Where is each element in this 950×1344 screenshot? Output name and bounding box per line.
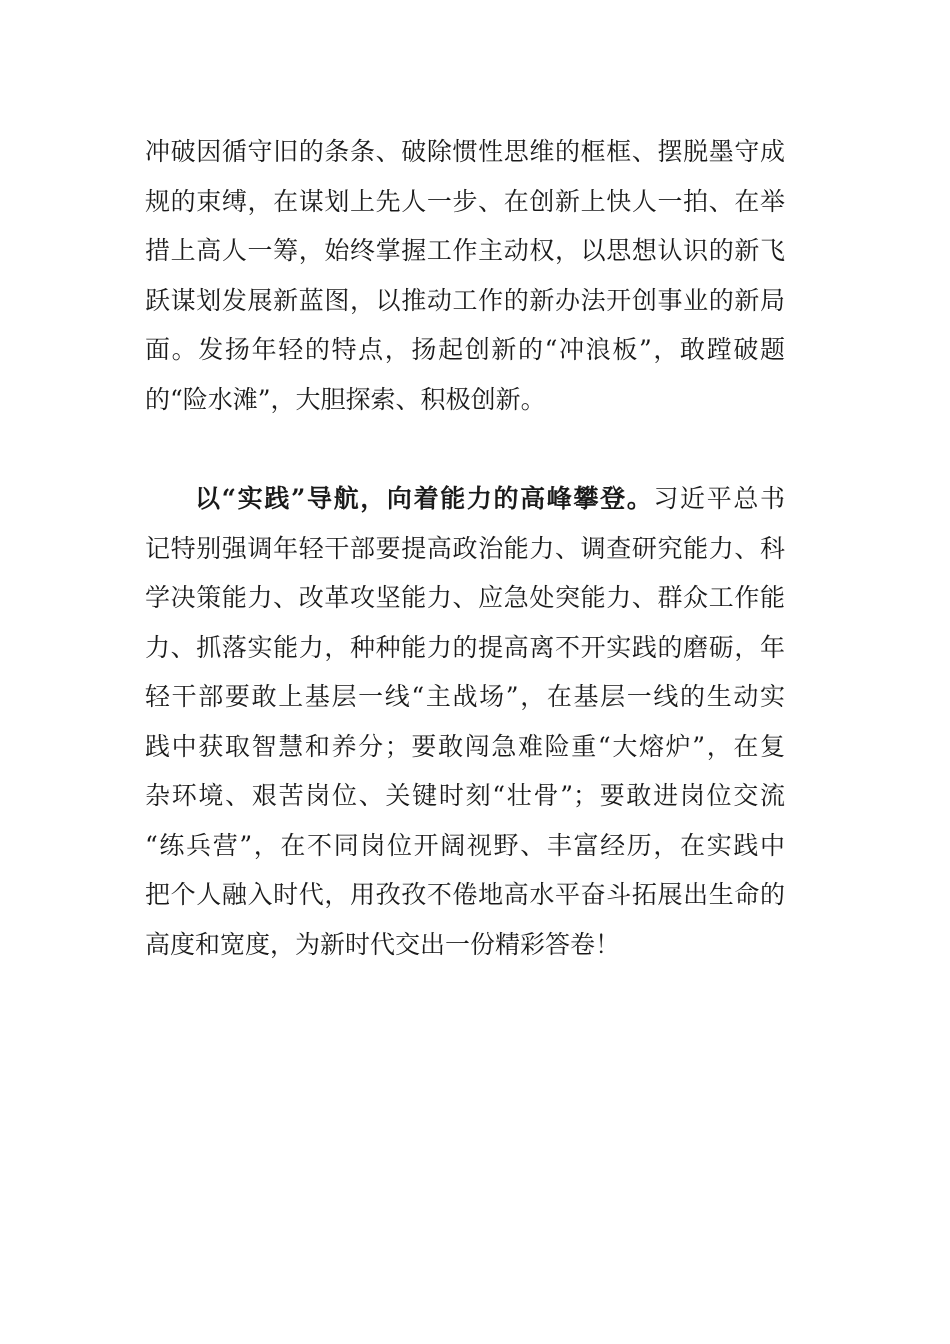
paragraph-line: 力、抓落实能力，种种能力的提高离不开实践的磨砺，年 xyxy=(145,632,785,662)
paragraph-line: 践中获取智慧和养分；要敢闯急难险重“大熔炉”，在复 xyxy=(145,731,785,761)
paragraph-line: 杂环境、艰苦岗位、关键时刻“壮骨”；要敢进岗位交流 xyxy=(145,781,785,810)
paragraph-lead-heading: 以“实践”导航，向着能力的高峰攀登。 xyxy=(195,484,654,513)
paragraph-innovation xyxy=(145,127,785,424)
paragraph-line: 规的束缚，在谋划上先人一步、在创新上快人一拍、在举 xyxy=(145,186,785,216)
paragraph-line: 轻干部要敢上基层一线“主战场”，在基层一线的生动实 xyxy=(145,682,785,711)
paragraph-line: 高度和宽度，为新时代交出一份精彩答卷！ xyxy=(145,929,621,959)
paragraph-line: 记特别强调年轻干部要提高政治能力、调查研究能力、科 xyxy=(145,533,785,563)
paragraph-line: 冲破因循守旧的条条、破除惯性思维的框框、摆脱墨守成 xyxy=(145,137,785,166)
paragraph-line: 学决策能力、改革攻坚能力、应急处突能力、群众工作能 xyxy=(145,583,785,612)
paragraph-practice xyxy=(145,474,785,969)
paragraph-line: 面。发扬年轻的特点，扬起创新的“冲浪板”，敢蹚破题 xyxy=(145,335,785,364)
paragraph-line: 的“险水滩”，大胆探索、积极创新。 xyxy=(145,384,546,414)
paragraph-line: 跃谋划发展新蓝图，以推动工作的新办法开创事业的新局 xyxy=(145,285,785,315)
paragraph-lead-text: 习近平总书 xyxy=(653,484,785,513)
paragraph-line: “练兵营”，在不同岗位开阔视野、丰富经历，在实践中 xyxy=(145,830,785,860)
paragraph-lead-line xyxy=(145,474,785,524)
paragraph-line: 把个人融入时代，用孜孜不倦地高水平奋斗拓展出生命的 xyxy=(145,880,785,909)
paragraph-line: 措上高人一筹，始终掌握工作主动权，以思想认识的新飞 xyxy=(145,236,785,265)
